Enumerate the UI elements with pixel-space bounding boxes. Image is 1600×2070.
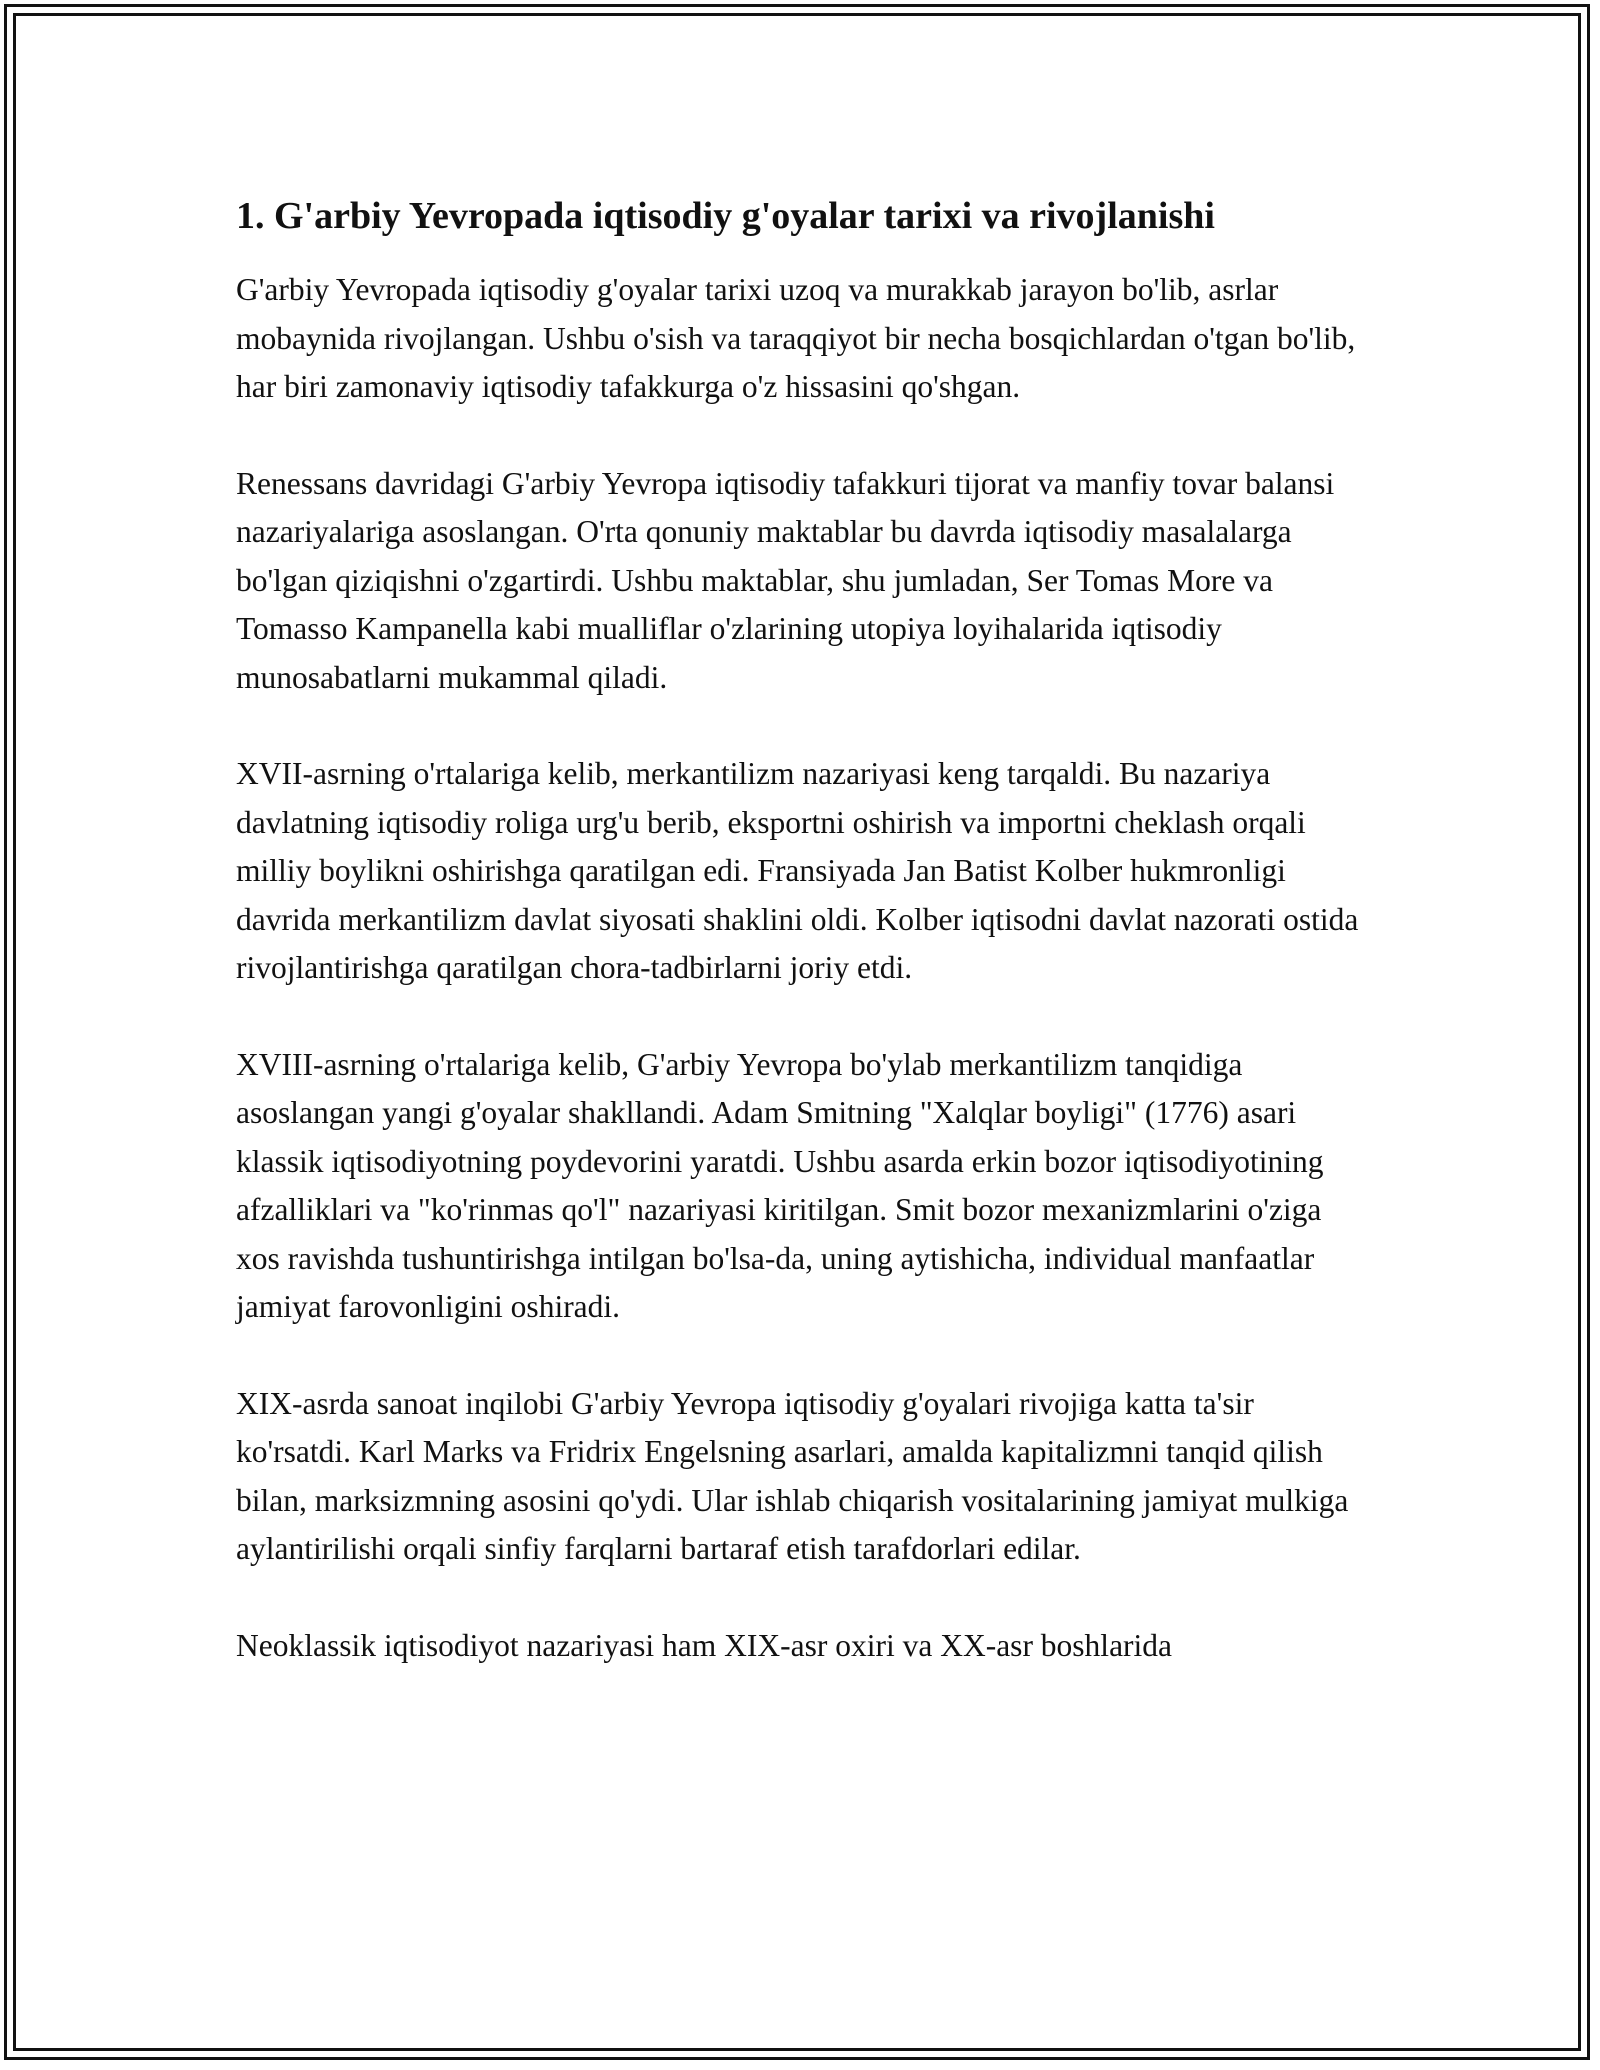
- section-heading: 1. G'arbiy Yevropada iqtisodiy g'oyalar tarixi va rivojlanishi: [236, 195, 1215, 237]
- paragraph-industrial-revolution: XIX-asrda sanoat inqilobi G'arbiy Yevropa iqtisodiy g'oyalari rivojiga katta ta'sir ko'rsatdi. Karl Marks va Fridrix Engelsning asarlari, amalda kapitalizmni tanqid qilish bilan, marksizmning asosini qo'ydi. Ular ishlab chiqarish vositalarining jamiyat mulkiga aylantirilishi orqali sinfiy farqlarni bartaraf etish tarafdorlari edilar.: [236, 1385, 1349, 1566]
- document-body: [236, 188, 1366, 1718]
- paragraph-renaissance: Renessans davridagi G'arbiy Yevropa iqtisodiy tafakkuri tijorat va manfiy tovar balansi nazariyalariga asoslangan. O'rta qonuniy maktablar bu davrda iqtisodiy masalalarga bo'lgan qiziqishni o'zgartirdi. Ushbu maktablar, shu jumladan, Ser Tomas More va Tomasso Kampanella kabi mualliflar o'zlarining utopiya loyihalarida iqtisodiy munosabatlarni mukammal qiladi.: [236, 465, 1335, 695]
- paragraph-intro: G'arbiy Yevropada iqtisodiy g'oyalar tarixi uzoq va murakkab jarayon bo'lib, asrlar mobaynida rivojlangan. Ushbu o'sish va taraqqiyot bir necha bosqichlardan o'tgan bo'lib, har biri zamonaviy iqtisodiy tafakkurga o'z hissasini qo'shgan.: [236, 272, 1356, 404]
- paragraph-neoclassical: Neoklassik iqtisodiyot nazariyasi ham XIX-asr oxiri va XX-asr boshlarida: [236, 1627, 1173, 1663]
- paragraph-mercantilism: XVII-asrning o'rtalariga kelib, merkantilizm nazariyasi keng tarqaldi. Bu nazariya davlatning iqtisodiy roliga urg'u berib, eksportni oshirish va importni cheklash orqali milliy boylikni oshirishga qaratilgan edi. Fransiyada Jan Batist Kolber hukmronligi davrida merkantilizm davlat siyosati shaklini oldi. Kolber iqtisodni davlat nazorati ostida rivojlantirishga qaratilgan chora-tadbirlarni joriy etdi.: [236, 756, 1359, 985]
- paragraph-classical: XVIII-asrning o'rtalariga kelib, G'arbiy Yevropa bo'ylab merkantilizm tanqidiga asoslangan yangi g'oyalar shakllandi. Adam Smitning "Xalqlar boyligi" (1776) asari klassik iqtisodiyotning poydevorini yaratdi. Ushbu asarda erkin bozor iqtisodiyotining afzalliklari va "ko'rinmas qo'l" nazariyasi kiritilgan. Smit bozor mexanizmlarini o'ziga xos ravishda tushuntirishga intilgan bo'lsa-da, uning aytishicha, individual manfaatlar jamiyat farovonligini oshiradi.: [236, 1046, 1324, 1324]
